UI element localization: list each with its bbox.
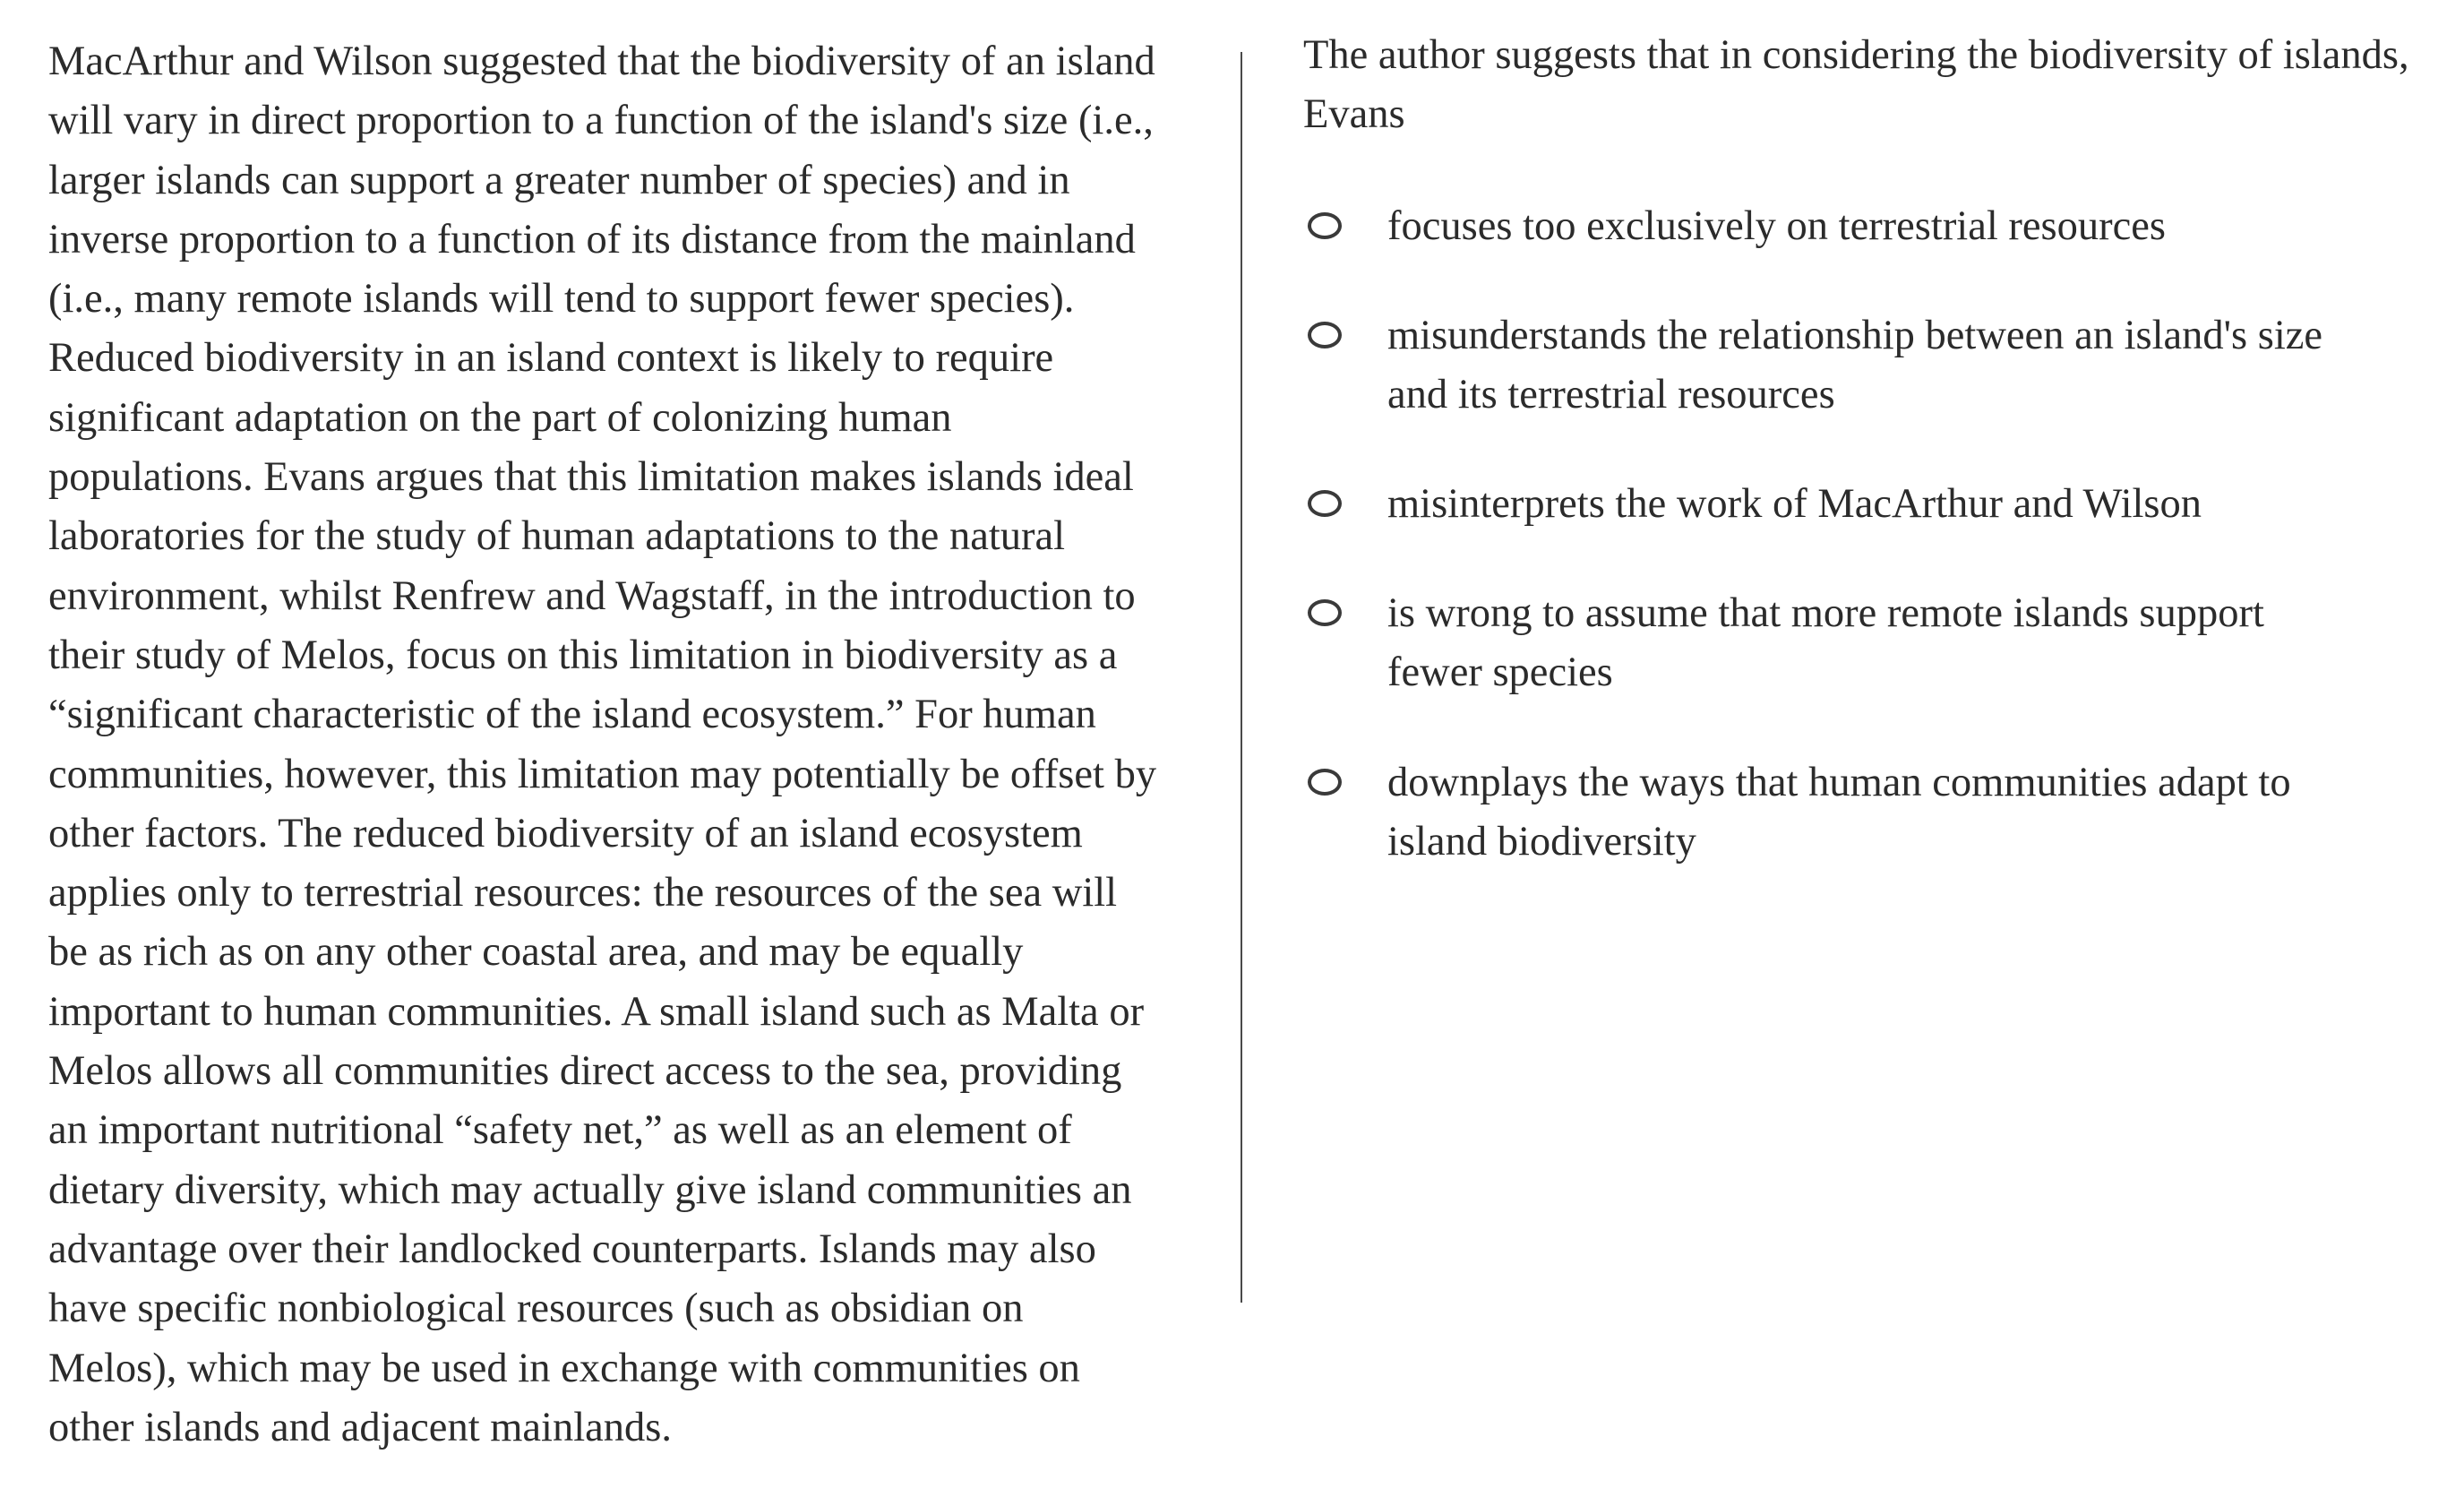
passage-line: other factors. The reduced biodiversity of an island ecosystem — [48, 810, 1083, 856]
question-stem-line: Evans — [1303, 91, 1405, 137]
passage-line: important to human communities. A small island such as Malta or — [48, 988, 1145, 1035]
passage-line: their study of Melos, focus on this limitation in biodiversity as a — [48, 632, 1118, 678]
passage-line: inverse proportion to a function of its distance from the mainland — [48, 216, 1136, 262]
radio-button-icon[interactable] — [1308, 599, 1342, 626]
answer-choice-line: island biodiversity — [1387, 819, 1696, 865]
answer-choice-line: misinterprets the work of MacArthur and Wilson — [1387, 481, 2202, 527]
answer-choice-line: downplays the ways that human communities adapt to — [1387, 760, 2291, 805]
passage-line: larger islands can support a greater number of species) and in — [48, 157, 1070, 203]
radio-button-icon[interactable] — [1308, 490, 1342, 517]
passage-line: dietary diversity, which may actually give island communities an — [48, 1166, 1132, 1213]
passage-line: environment, whilst Renfrew and Wagstaff, in the introduction to — [48, 572, 1136, 619]
passage-line: MacArthur and Wilson suggested that the biodiversity of an island — [48, 39, 1155, 84]
passage-line: will vary in direct proportion to a function of the island's size (i.e., — [48, 98, 1154, 144]
answer-choice-text[interactable] — [1387, 475, 2444, 534]
answer-choice-line: misunderstands the relationship between an island's size — [1387, 313, 2323, 358]
answer-choice-text[interactable] — [1387, 584, 2444, 702]
question-stem-line: The author suggests that in considering the biodiversity of islands, — [1303, 32, 2409, 78]
passage-line: significant adaptation on the part of colonizing human — [48, 394, 952, 441]
reading-passage — [48, 32, 1204, 1458]
passage-line: (i.e., many remote islands will tend to support fewer species). — [48, 276, 1075, 323]
passage-line: advantage over their landlocked counterparts. Islands may also — [48, 1226, 1096, 1272]
radio-button-icon[interactable] — [1308, 769, 1342, 796]
pane-divider[interactable] — [1241, 52, 1242, 1303]
answer-choice-text[interactable] — [1387, 306, 2444, 425]
radio-button-icon[interactable] — [1308, 322, 1342, 348]
passage-line: have specific nonbiological resources (such as obsidian on — [48, 1286, 1024, 1332]
radio-button-icon[interactable] — [1308, 212, 1342, 239]
question-stem — [1303, 26, 2450, 144]
passage-line: Reduced biodiversity in an island context is likely to require — [48, 335, 1054, 382]
passage-line: an important nutritional “safety net,” as well as an element of — [48, 1107, 1072, 1154]
answer-choice-line: focuses too exclusively on terrestrial resources — [1387, 203, 2166, 249]
passage-line: applies only to terrestrial resources: the resources of the sea will — [48, 870, 1118, 916]
answer-choice-line: is wrong to assume that more remote islands support — [1387, 590, 2264, 636]
passage-line: communities, however, this limitation may potentially be offset by — [48, 751, 1157, 797]
answer-choice-line: fewer species — [1387, 650, 1613, 695]
passage-line: Melos allows all communities direct access to the sea, providing — [48, 1048, 1122, 1095]
passage-line: populations. Evans argues that this limitation makes islands ideal — [48, 454, 1134, 501]
passage-line: other islands and adjacent mainlands. — [48, 1404, 673, 1450]
answer-choice-text[interactable] — [1387, 197, 2444, 256]
answer-choice-text[interactable] — [1387, 753, 2444, 872]
answer-choice-line: and its terrestrial resources — [1387, 372, 1835, 417]
passage-line: Melos), which may be used in exchange with communities on — [48, 1345, 1080, 1391]
passage-line: be as rich as on any other coastal area, and may be equally — [48, 929, 1024, 976]
passage-line: laboratories for the study of human adaptations to the natural — [48, 513, 1066, 560]
passage-line: “significant characteristic of the island ecosystem.” For human — [48, 692, 1096, 738]
